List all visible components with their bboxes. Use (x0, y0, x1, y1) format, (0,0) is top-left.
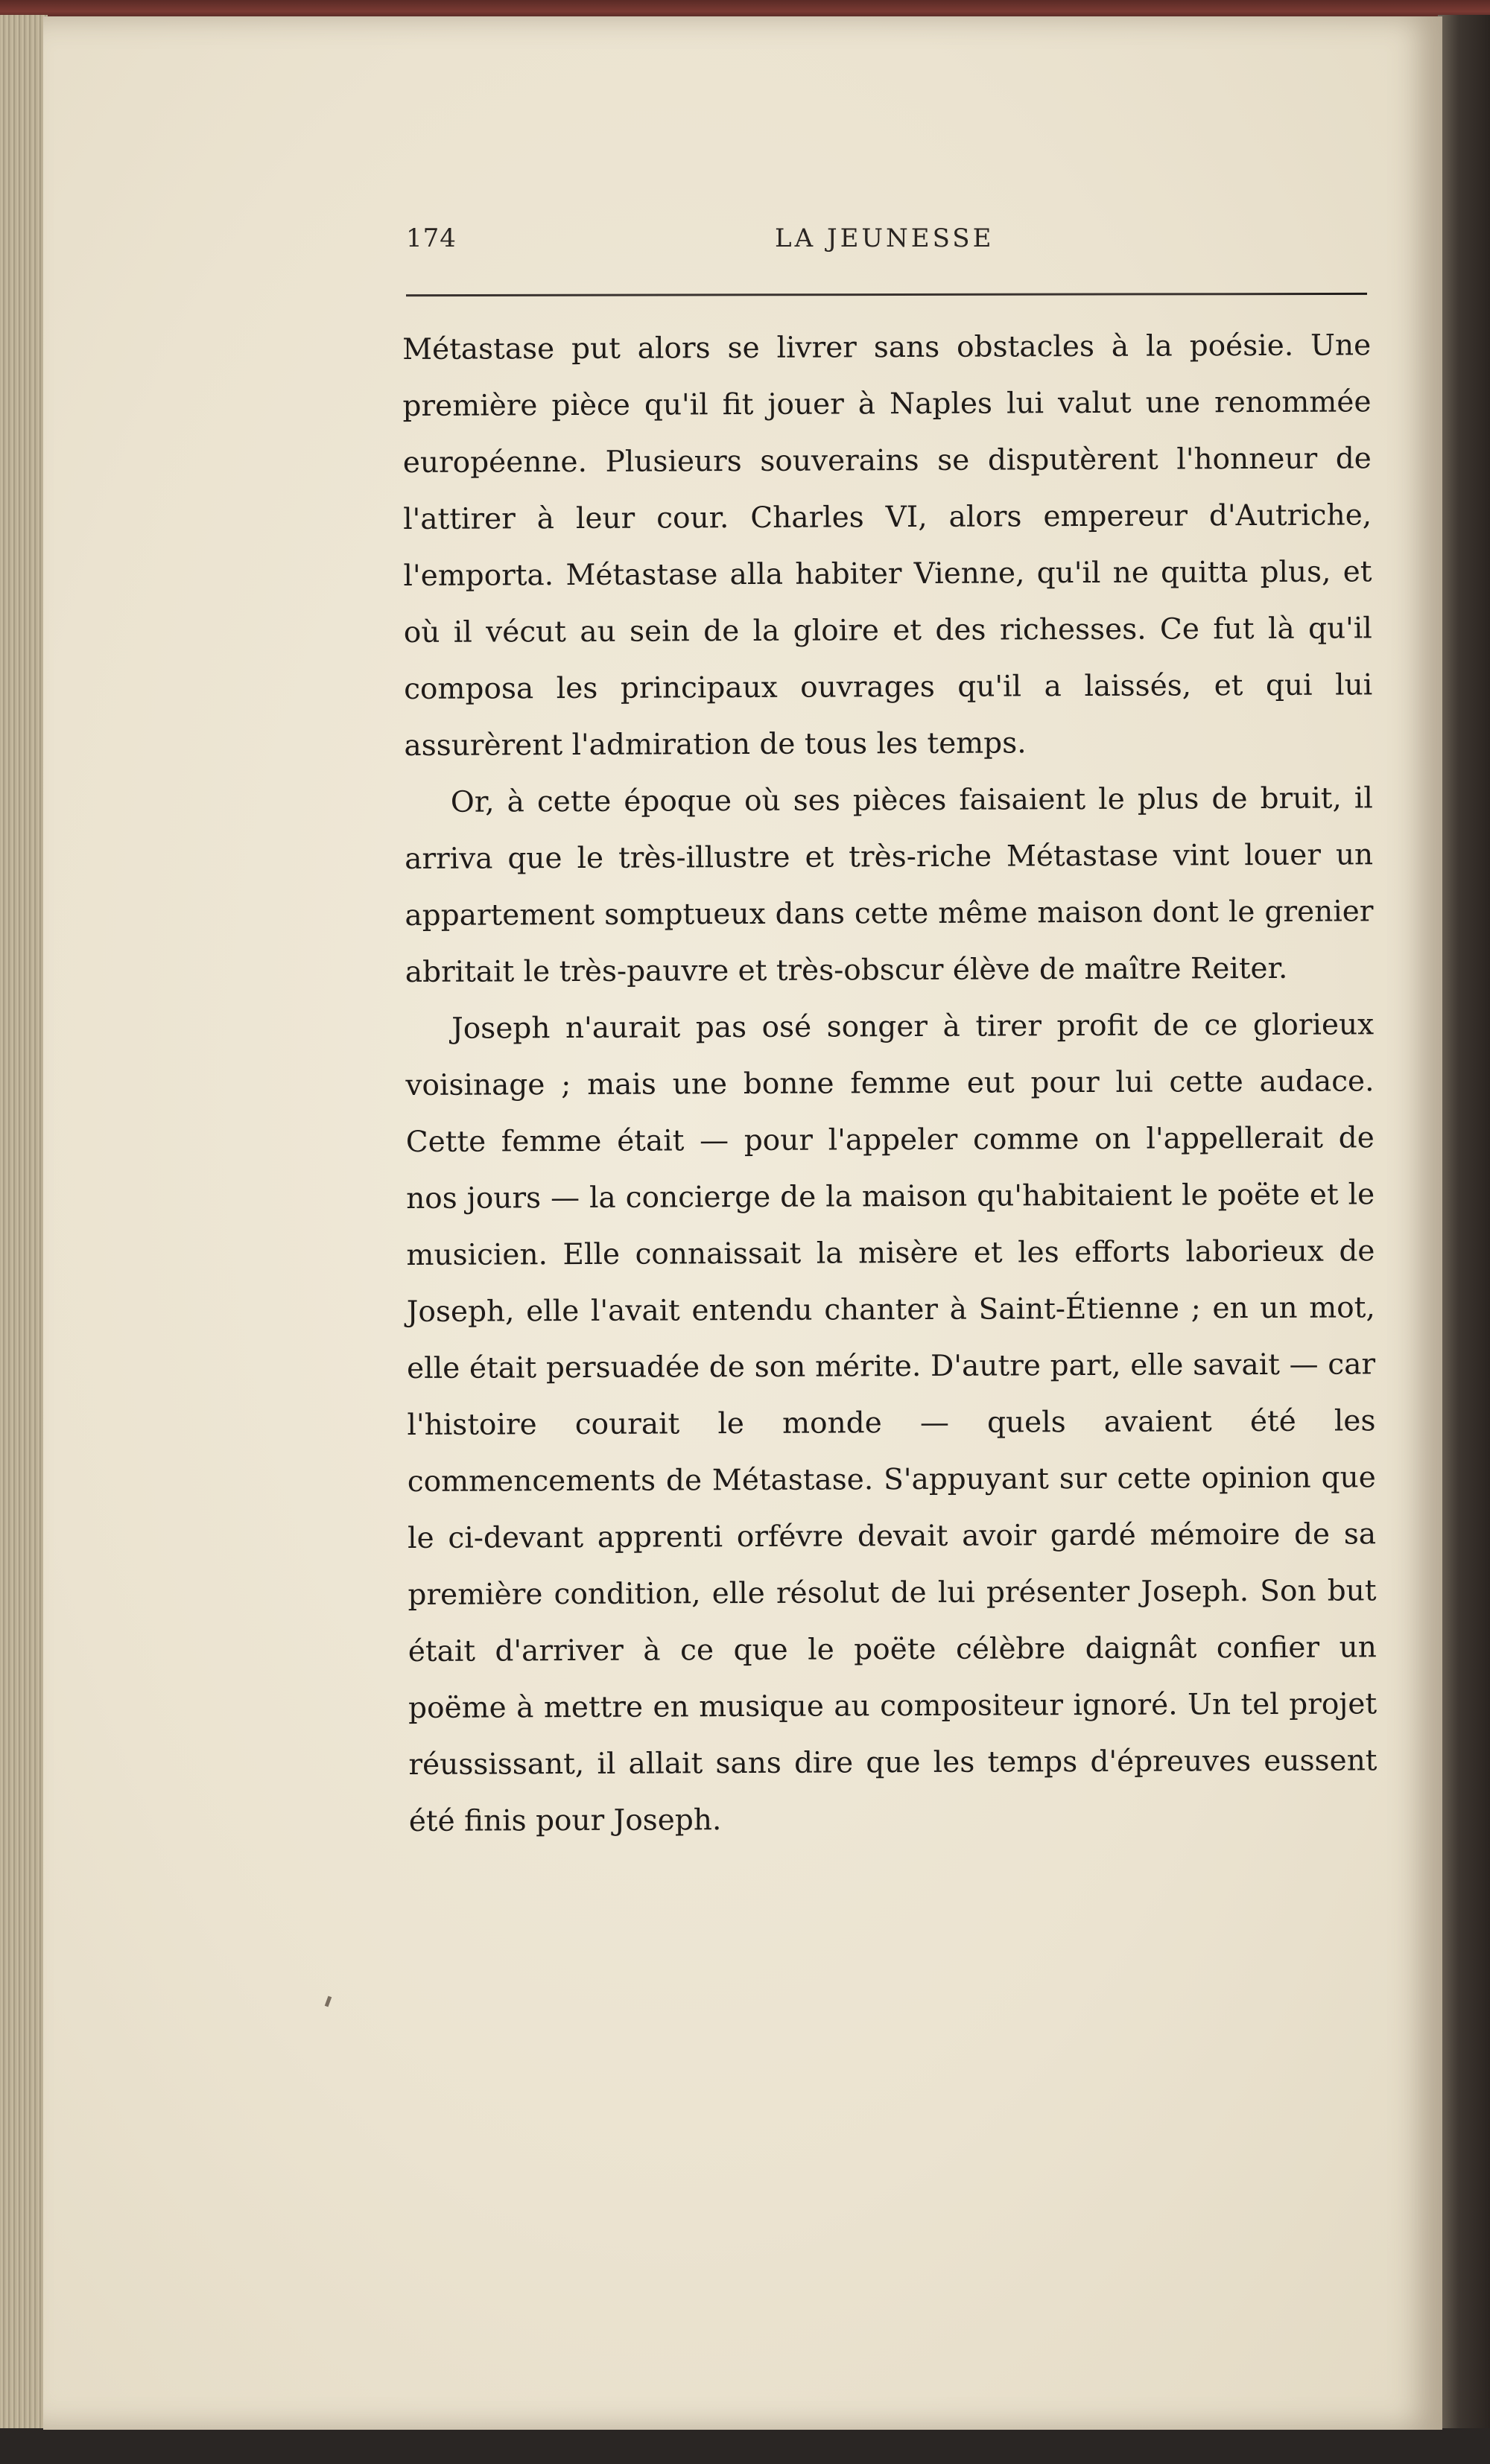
paragraph-2: Or, à cette époque où ses pièces faisaient le plus de bruit, il arriva que le très-illustre et très-riche Métastase vint louer un appartement somptueux dans cette même maison dont le grenier abritait le très-pauvre et très-obscur élève de maître Reiter. (405, 781, 1374, 989)
scan-background (0, 2428, 1490, 2464)
page-number: 174 (406, 223, 457, 253)
paragraph-3: Joseph n'aurait pas osé songer à tirer profit de ce glorieux voisinage ; mais une bonne femme eut pour lui cette audace. Cette femme était — pour l'appeler comme on l'appellerait de nos jours — la concierge de la maison qu'habitaient le poëte et le musicien. Elle connaissait la misère et les efforts laborieux de Joseph, elle l'avait entendu chanter à Saint-Étienne ; en un mot, elle était persuadée de son mérite. D'autre part, elle savait — car l'histoire courait le monde — quels avaient été les commencements de Métastase. S'appuyant sur cette opinion que le ci-devant apprenti orfévre devait avoir gardé mémoire de sa première condition, elle résolut de lui présenter Joseph. Son but était d'arriver à ce que le poëte célèbre daignât confier un poëme à mettre en musique au compositeur ignoré. Un tel projet réussissant, il allait sans dire que les temps d'épreuves eussent été finis pour Joseph. (405, 1008, 1378, 1838)
body-text (402, 317, 1378, 1850)
paragraph-1: Métastase put alors se livrer sans obstacles à la poésie. Une première pièce qu'il fit jouer à Naples lui valut une renommée européenne. Plusieurs souverains se disputèrent l'honneur de l'attirer à leur cour. Charles VI, alors empereur d'Autriche, l'emporta. Métastase alla habiter Vienne, qu'il ne quitta plus, et où il vécut au sein de la gloire et des richesses. Ce fut là qu'il composa les principaux ouvrages qu'il a laissés, et qui lui assurèrent l'admiration de tous les temps. (402, 328, 1373, 763)
running-header (406, 223, 1367, 268)
page-edges (0, 15, 48, 2436)
running-title: LA JEUNESSE (775, 223, 995, 253)
page-gutter-shadow (1438, 15, 1490, 2436)
